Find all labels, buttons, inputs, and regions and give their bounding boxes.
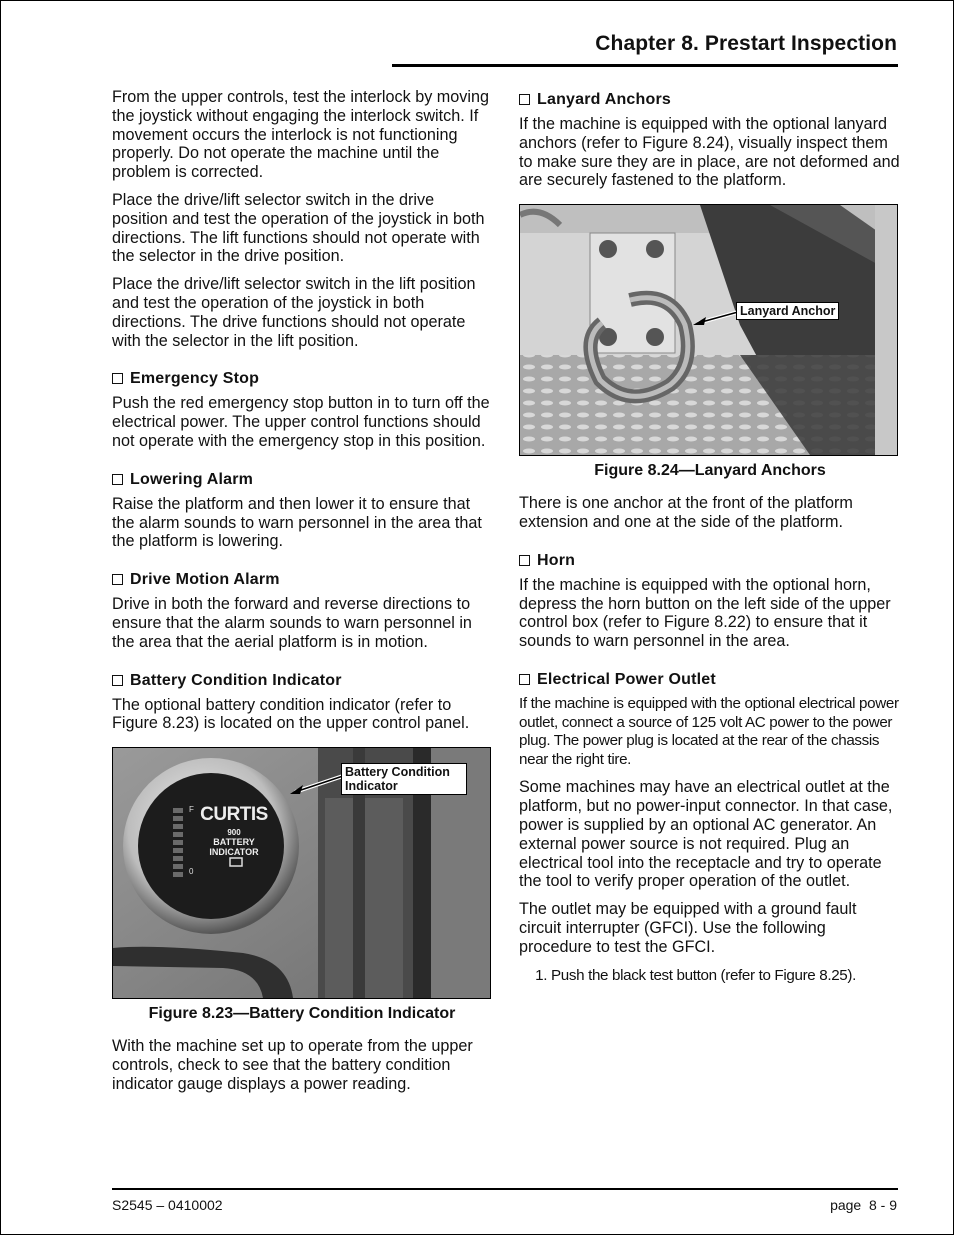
right-column [519, 88, 901, 985]
checkbox-icon [112, 574, 123, 585]
battery-indicator-text: The optional battery condition indicator (refer to Figure 8.23) is located on the upper control panel. [112, 695, 470, 733]
footer-rule [112, 1188, 898, 1190]
lanyard-anchors-text: If the machine is equipped with the optional lanyard anchors (refer to Figure 8.24), visually inspect them to make sure they are in place, are not deformed and are securely fastened to the platform. [519, 115, 900, 190]
battery-indicator-heading: Battery Condition Indicator [112, 671, 492, 690]
chapter-title: Chapter 8. Prestart Inspection [595, 32, 897, 55]
footer-doc-id: S2545 – 0410002 [112, 1197, 223, 1213]
drive-motion-alarm-heading: Drive Motion Alarm [112, 570, 492, 589]
lanyard-anchors-heading: Lanyard Anchors [519, 90, 901, 109]
checkbox-icon [519, 674, 530, 685]
callout-arrow-lanyard [520, 205, 897, 455]
lanyard-location-text: There is one anchor at the front of the platform extension and one at the side of the platform. [519, 494, 853, 531]
gauge-line-1: BATTERY [213, 837, 255, 848]
gauge-brand: CURTIS [200, 804, 268, 826]
drive-motion-alarm-text: Drive in both the forward and reverse directions to ensure that the alarm sounds to warn personnel in the area that the aerial platform is in motion. [112, 595, 472, 651]
drive-position-paragraph: Place the drive/lift selector switch in the drive position and test the operation of the joystick in both directions. The lift functions should not operate with the selector in the drive position. [112, 190, 485, 266]
svg-text:0: 0 [189, 867, 194, 877]
horn-text: If the machine is equipped with the optional horn, depress the horn button on the left side of the upper control box (refer to Figure 8.22) to ensure that it sounds to warn personnel in the area. [519, 575, 891, 651]
gauge-model: 900 [227, 828, 241, 838]
electrical-outlet-text-1: If the machine is equipped with the optional electrical power outlet, connect a source of 125 volt AC power to the power plug. The power plug is located at the rear of the chassis near the right tire. [519, 694, 899, 768]
battery-callout-label: Battery Condition Indicator [341, 763, 467, 795]
figure-8-23-caption: Figure 8.23—Battery Condition Indicator [148, 1005, 456, 1023]
emergency-stop-heading: Emergency Stop [112, 369, 492, 388]
battery-check-text: With the machine set up to operate from the upper controls, check to see that the battery condition indicator gauge displays a power reading. [112, 1037, 473, 1093]
lanyard-anchor-photo [519, 204, 898, 456]
lift-position-paragraph: Place the drive/lift selector switch in the lift position and test the operation of the joystick in both directions. The drive functions should not operate with the selector in the lift position. [112, 275, 476, 350]
gfci-steps [519, 966, 901, 985]
left-column [112, 88, 492, 1103]
checkbox-icon [112, 474, 123, 485]
battery-indicator-photo [112, 747, 491, 999]
electrical-outlet-text-2: Some machines may have an electrical outlet at the platform, but no power-input connector. In that case, power is supplied by an optional AC generator. An external power source is not required. Plug an electrical tool into the receptacle and try to operate the tool to verify proper operation of the outlet. [519, 778, 893, 891]
interlock-paragraph: From the upper controls, test the interlock by moving the joystick without engaging the interlock switch. If movement occurs the interlock is not functioning properly. Do not operate the machine until the problem is corrected. [112, 88, 489, 182]
horn-heading: Horn [519, 551, 901, 570]
checkbox-icon [519, 94, 530, 105]
footer-page-number: page 8 - 9 [830, 1197, 897, 1213]
figure-8-24-caption: Figure 8.24—Lanyard Anchors [594, 462, 826, 480]
header-rule [392, 64, 898, 67]
lowering-alarm-heading: Lowering Alarm [112, 470, 492, 489]
lowering-alarm-text: Raise the platform and then lower it to ensure that the alarm sounds to warn personnel in the area that the platform is lowering. [112, 494, 482, 551]
lanyard-callout-label: Lanyard Anchor [736, 302, 839, 320]
emergency-stop-text: Push the red emergency stop button in to turn off the electrical power. The upper control functions should not operate with the emergency stop in this position. [112, 394, 490, 450]
electrical-outlet-text-3: The outlet may be equipped with a ground fault circuit interrupter (GFCI). Use the following procedure to test the GFCI. [519, 900, 857, 956]
gfci-step-1: 1. Push the black test button (refer to Figure 8.25). [551, 966, 901, 985]
svg-text:F: F [189, 805, 194, 815]
electrical-outlet-heading: Electrical Power Outlet [519, 670, 901, 689]
checkbox-icon [112, 373, 123, 384]
gauge-line-2: INDICATOR [209, 847, 259, 858]
checkbox-icon [519, 555, 530, 566]
checkbox-icon [112, 675, 123, 686]
